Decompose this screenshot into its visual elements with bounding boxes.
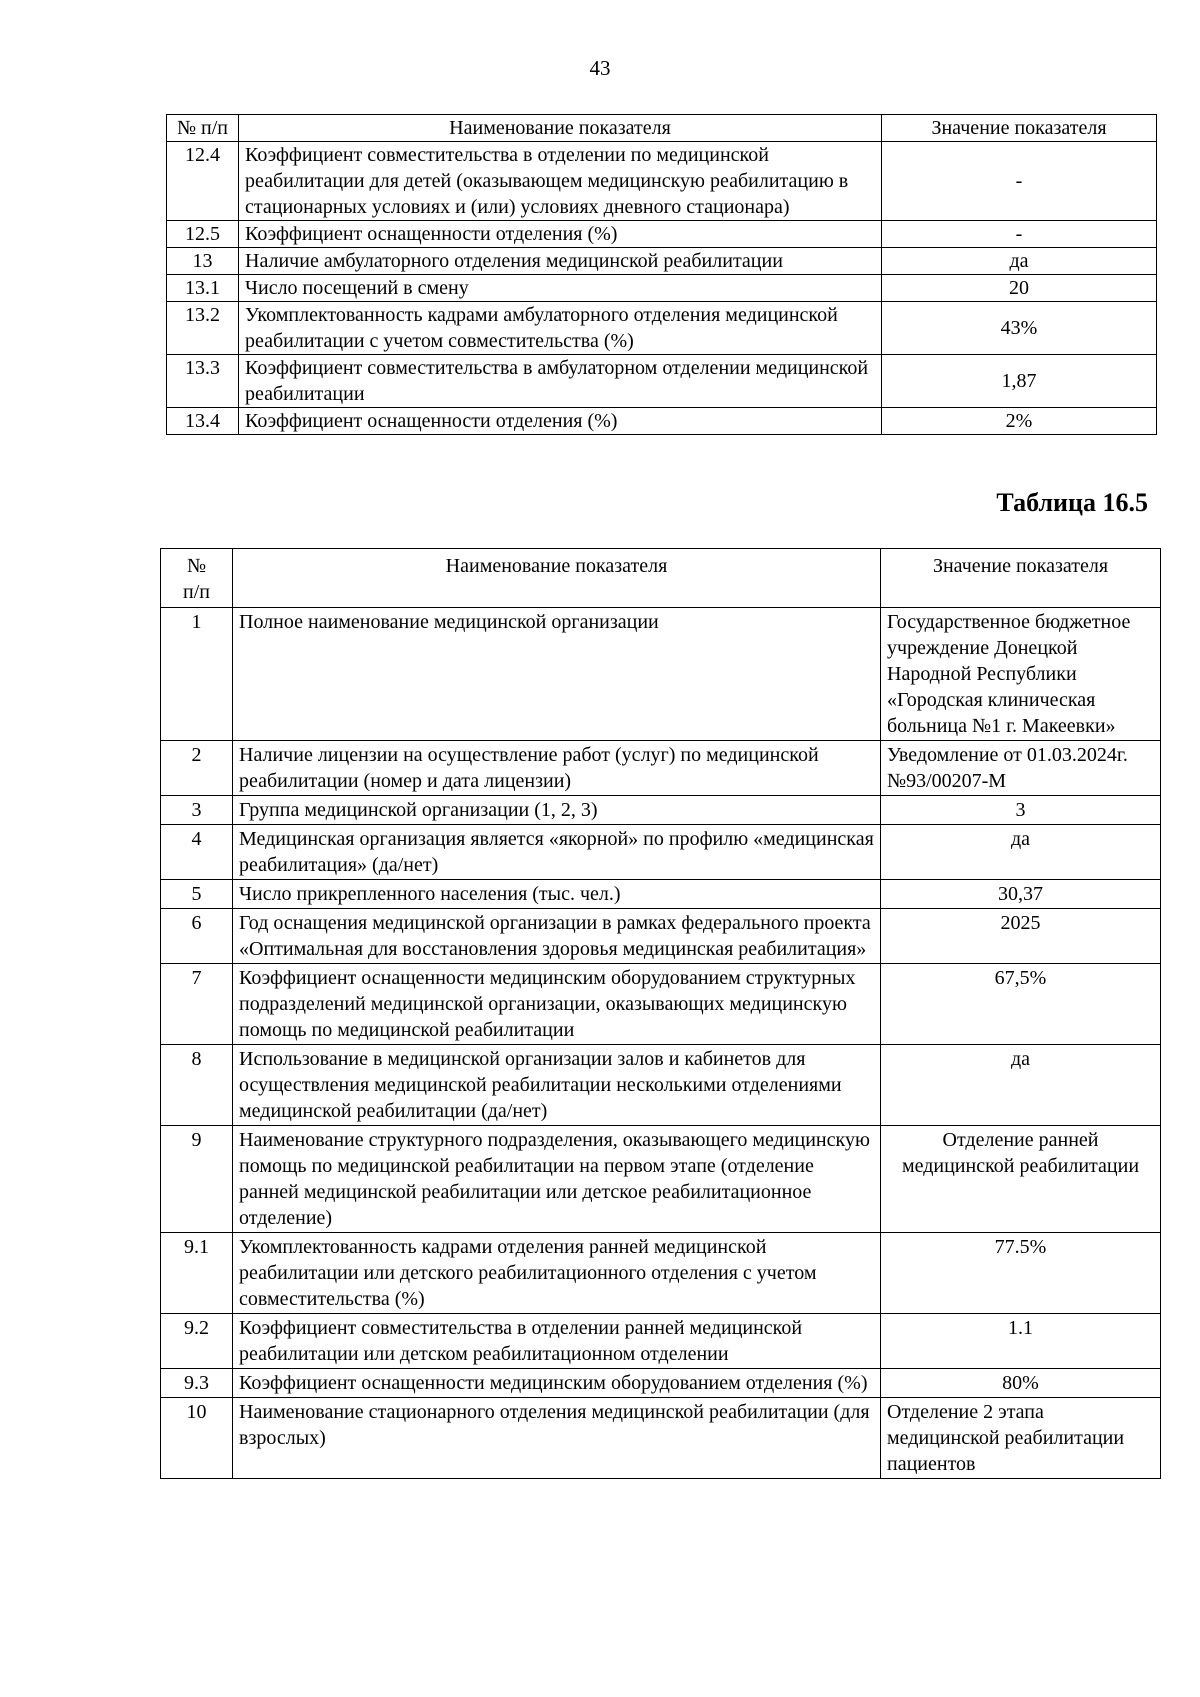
table-row [161, 1126, 1161, 1233]
row-indicator-value: 2% [882, 408, 1157, 435]
row-indicator-name: Укомплектованность кадрами амбулаторного отделения медицинской реабилитации с учетом совместительства (%) [239, 302, 882, 355]
row-indicator-name: Число прикрепленного населения (тыс. чел.) [233, 880, 881, 909]
table-row [161, 608, 1161, 741]
column-header-indicator: Наименование показателя [239, 115, 882, 142]
table-row [161, 880, 1161, 909]
row-indicator-name: Наличие амбулаторного отделения медицинской реабилитации [239, 248, 882, 275]
row-indicator-name: Медицинская организация является «якорной» по профилю «медицинская реабилитация» (да/нет) [233, 825, 881, 880]
row-indicator-name: Год оснащения медицинской организации в рамках федерального проекта «Оптимальная для восстановления здоровья медицинская реабилитация» [233, 909, 881, 964]
row-number: 13.1 [167, 275, 239, 302]
row-indicator-name: Коэффициент оснащенности отделения (%) [239, 221, 882, 248]
row-number: 1 [161, 608, 233, 741]
row-indicator-name: Число посещений в смену [239, 275, 882, 302]
column-header-number: № п/п [161, 549, 233, 608]
column-header-value: Значение показателя [881, 549, 1161, 608]
row-indicator-name: Коэффициент оснащенности медицинским оборудованием структурных подразделений медицинской организации, оказывающих медицинскую помощь по медицинской реабилитации [233, 964, 881, 1045]
row-number: 13.2 [167, 302, 239, 355]
row-indicator-name: Коэффициент совместительства в амбулаторном отделении медицинской реабилитации [239, 355, 882, 408]
row-indicator-value: Отделение ранней медицинской реабилитации [881, 1126, 1161, 1233]
row-indicator-value: - [882, 142, 1157, 221]
row-number: 9.2 [161, 1314, 233, 1369]
row-number: 9.3 [161, 1369, 233, 1398]
row-indicator-value: да [882, 248, 1157, 275]
column-header-indicator: Наименование показателя [233, 549, 881, 608]
table-row [161, 1233, 1161, 1314]
table-row [161, 1398, 1161, 1479]
row-indicator-value: 67,5% [881, 964, 1161, 1045]
row-indicator-value: 3 [881, 796, 1161, 825]
row-indicator-value: 2025 [881, 909, 1161, 964]
row-number: 7 [161, 964, 233, 1045]
row-indicator-name: Укомплектованность кадрами отделения ранней медицинской реабилитации или детского реабилитационного отделения с учетом совместительства (%) [233, 1233, 881, 1314]
row-number: 9 [161, 1126, 233, 1233]
column-header-value: Значение показателя [882, 115, 1157, 142]
row-number: 5 [161, 880, 233, 909]
table-row [167, 275, 1157, 302]
row-indicator-name: Коэффициент оснащенности отделения (%) [239, 408, 882, 435]
row-indicator-value: - [882, 221, 1157, 248]
row-number: 13.4 [167, 408, 239, 435]
row-number: 12.4 [167, 142, 239, 221]
row-number: 3 [161, 796, 233, 825]
row-indicator-name: Наименование структурного подразделения, оказывающего медицинскую помощь по медицинской реабилитации на первом этапе (отделение ранней медицинской реабилитации или детское реабилитационное отделение) [233, 1126, 881, 1233]
row-indicator-value: 77.5% [881, 1233, 1161, 1314]
row-indicator-value: 43% [882, 302, 1157, 355]
table-header-row [161, 549, 1161, 608]
row-indicator-value: 20 [882, 275, 1157, 302]
table-caption: Таблица 16.5 [996, 488, 1148, 517]
table-row [161, 1314, 1161, 1369]
row-indicator-value: да [881, 825, 1161, 880]
table-row [167, 142, 1157, 221]
row-indicator-name: Наличие лицензии на осуществление работ (услуг) по медицинской реабилитации (номер и дата лицензии) [233, 741, 881, 796]
row-indicator-value: Государственное бюджетное учреждение Донецкой Народной Республики «Городская клиническая больница №1 г. Макеевки» [881, 608, 1161, 741]
row-number: 4 [161, 825, 233, 880]
row-indicator-name: Коэффициент оснащенности медицинским оборудованием отделения (%) [233, 1369, 881, 1398]
table-row [167, 221, 1157, 248]
row-number: 6 [161, 909, 233, 964]
table-row [161, 1045, 1161, 1126]
row-indicator-value: 30,37 [881, 880, 1161, 909]
row-indicator-value: 80% [881, 1369, 1161, 1398]
row-number: 13 [167, 248, 239, 275]
row-indicator-value: да [881, 1045, 1161, 1126]
row-indicator-value: Уведомление от 01.03.2024г. №93/00207-М [881, 741, 1161, 796]
row-indicator-value: 1,87 [882, 355, 1157, 408]
row-indicator-value: 1.1 [881, 1314, 1161, 1369]
table-row [167, 355, 1157, 408]
table-row [167, 408, 1157, 435]
page-number: 43 [589, 56, 611, 80]
table-row [161, 1369, 1161, 1398]
row-number: 10 [161, 1398, 233, 1479]
table-row [161, 909, 1161, 964]
indicators-table-16-5 [160, 548, 1161, 1479]
row-number: 8 [161, 1045, 233, 1126]
row-number: 13.3 [167, 355, 239, 408]
row-indicator-name: Наименование стационарного отделения медицинской реабилитации (для взрослых) [233, 1398, 881, 1479]
table-row [161, 825, 1161, 880]
row-number: 12.5 [167, 221, 239, 248]
row-indicator-name: Коэффициент совместительства в отделении по медицинской реабилитации для детей (оказывающем медицинскую реабилитацию в стационарных условиях и (или) условиях дневного стационара) [239, 142, 882, 221]
table-header-row [167, 115, 1157, 142]
column-header-number: № п/п [167, 115, 239, 142]
table-row [167, 302, 1157, 355]
row-indicator-name: Полное наименование медицинской организации [233, 608, 881, 741]
table-row [161, 964, 1161, 1045]
row-number: 2 [161, 741, 233, 796]
table-row [161, 741, 1161, 796]
row-indicator-value: Отделение 2 этапа медицинской реабилитации пациентов [881, 1398, 1161, 1479]
row-indicator-name: Группа медицинской организации (1, 2, 3) [233, 796, 881, 825]
row-indicator-name: Коэффициент совместительства в отделении ранней медицинской реабилитации или детском реабилитационном отделении [233, 1314, 881, 1369]
table-row [167, 248, 1157, 275]
indicators-table-continued [166, 114, 1157, 435]
row-number: 9.1 [161, 1233, 233, 1314]
row-indicator-name: Использование в медицинской организации залов и кабинетов для осуществления медицинской реабилитации несколькими отделениями медицинской реабилитации (да/нет) [233, 1045, 881, 1126]
table-row [161, 796, 1161, 825]
